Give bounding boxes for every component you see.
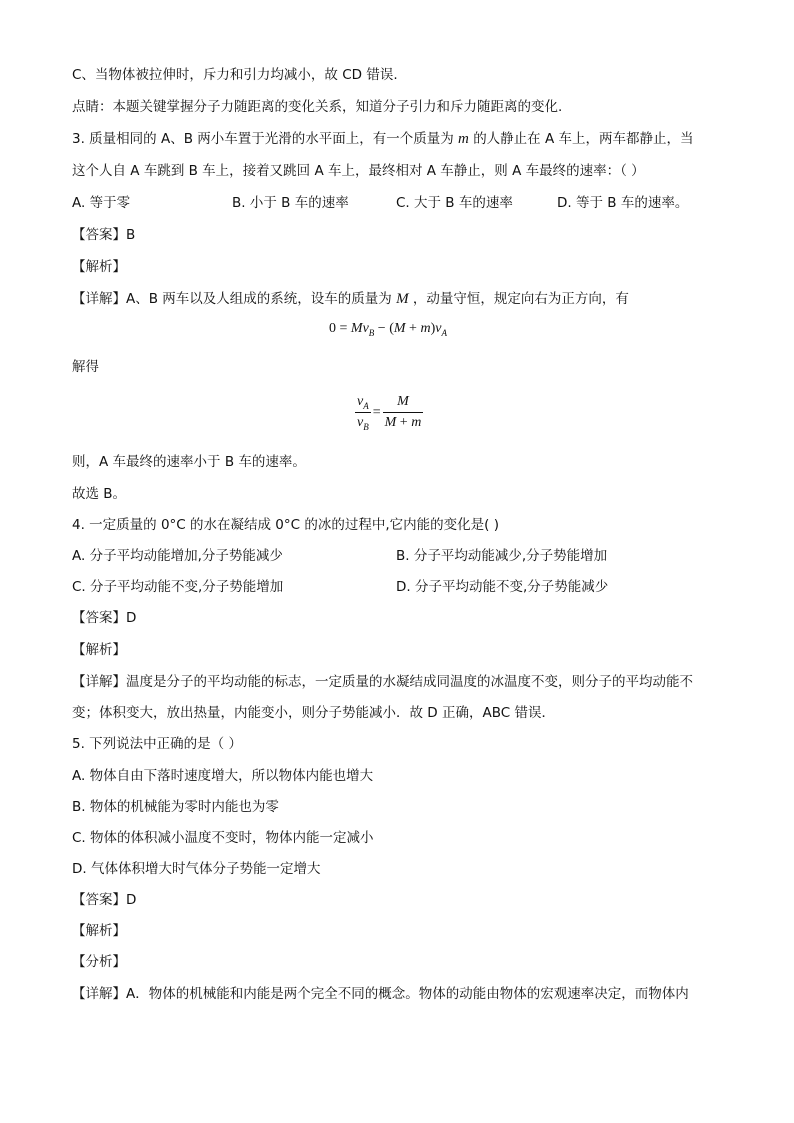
text-line: 则，A 车最终的速率小于 B 车的速率。 [72, 454, 306, 470]
question-3 [72, 130, 694, 148]
option-c: C. 物体的体积减小温度不变时，物体内能一定减小 [72, 830, 374, 846]
option-d: D. 气体体积增大时气体分子势能一定增大 [72, 861, 321, 877]
eq-part: + [405, 321, 421, 336]
fraction-left [355, 393, 371, 432]
detail-line: 变；体积变大，放出热量，内能变小，则分子势能减小．故 D 正确，ABC 错误． [72, 705, 555, 721]
option-c: C. 分子平均动能不变,分子势能增加 [72, 579, 284, 595]
eq-part: + [396, 415, 412, 430]
option-a: A. 分子平均动能增加,分子势能减少 [72, 548, 283, 564]
analysis-label: 【解析】 [72, 923, 126, 939]
eq-var: v [357, 394, 364, 409]
option-a: A. 等于零 [72, 195, 131, 211]
eq-var: v [362, 321, 369, 336]
detail-line: 【详解】温度是分子的平均动能的标志，一定质量的水凝结成同温度的冰温度不变，则分子的平均动能不 [72, 674, 693, 690]
question-text: 3. 质量相同的 A、B 两小车置于光滑的水平面上，有一个质量为 [72, 131, 454, 147]
eq-var: m [411, 415, 422, 430]
answer-label: 【答案】B [72, 227, 136, 243]
eq-var: v [435, 321, 442, 336]
analysis-label: 【解析】 [72, 642, 126, 658]
text-line: C、当物体被拉伸时，斥力和引力均减小，故 CD 错误. [72, 67, 398, 83]
fraction-bar [355, 412, 371, 413]
option-b: B. 分子平均动能减少,分子势能增加 [396, 548, 608, 564]
question-text: 的人静止在 A 车上，两车都静止，当 [473, 131, 694, 147]
question-5: 5. 下列说法中正确的是（ ） [72, 736, 242, 752]
option-c: C. 大于 B 车的速率 [396, 195, 513, 211]
eq-sub: A [363, 401, 369, 411]
fraction-bar [383, 412, 424, 413]
option-b: B. 小于 B 车的速率 [232, 195, 349, 211]
option-a: A. 物体自由下落时速度增大，所以物体内能也增大 [72, 768, 374, 784]
detail-text: 【详解】A、B 两车以及人组成的系统，设车的质量为 [72, 291, 392, 307]
eq-var: v [357, 415, 364, 430]
eq-sub: B [363, 422, 369, 432]
text-line: 点睛：本题关键掌握分子力随距离的变化关系，知道分子引力和斥力随距离的变化. [72, 99, 563, 115]
analysis-sub-label: 【分析】 [72, 954, 126, 970]
eq-var: M [393, 321, 406, 336]
variable-M: M [396, 291, 409, 307]
answer-label: 【答案】D [72, 610, 137, 626]
eq-sub: A [441, 328, 447, 338]
analysis-label: 【解析】 [72, 259, 126, 275]
momentum-equation [329, 321, 447, 337]
detail-line [72, 290, 629, 308]
text-line: 解得 [72, 359, 99, 375]
eq-part: = [372, 404, 381, 420]
answer-label: 【答案】D [72, 892, 137, 908]
eq-var: M [384, 415, 397, 430]
eq-part: − ( [374, 321, 394, 336]
fraction-right [383, 393, 424, 432]
eq-sub: B [368, 328, 375, 338]
ratio-equation [355, 393, 423, 432]
variable-m: m [458, 131, 469, 147]
detail-line: 【详解】A．物体的机械能和内能是两个完全不同的概念。物体的动能由物体的宏观速率决定，而物体内 [72, 986, 689, 1002]
eq-part: 0 = [329, 321, 351, 336]
eq-var: M [397, 394, 409, 409]
eq-part: ) [430, 321, 436, 336]
option-d: D. 等于 B 车的速率。 [557, 195, 689, 211]
eq-var: m [420, 321, 431, 336]
option-d: D. 分子平均动能不变,分子势能减少 [396, 579, 609, 595]
question-4: 4. 一定质量的 0°C 的水在凝结成 0°C 的冰的过程中,它内能的变化是( ) [72, 517, 499, 533]
option-b: B. 物体的机械能为零时内能也为零 [72, 799, 279, 815]
text-line: 故选 B。 [72, 486, 127, 502]
eq-var: M [350, 321, 363, 336]
text-line: 这个人自 A 车跳到 B 车上，接着又跳回 A 车上，最终相对 A 车静止，则 A 车最终的速率：（ ） [72, 163, 645, 179]
detail-text: ，动量守恒，规定向右为正方向，有 [412, 291, 629, 307]
